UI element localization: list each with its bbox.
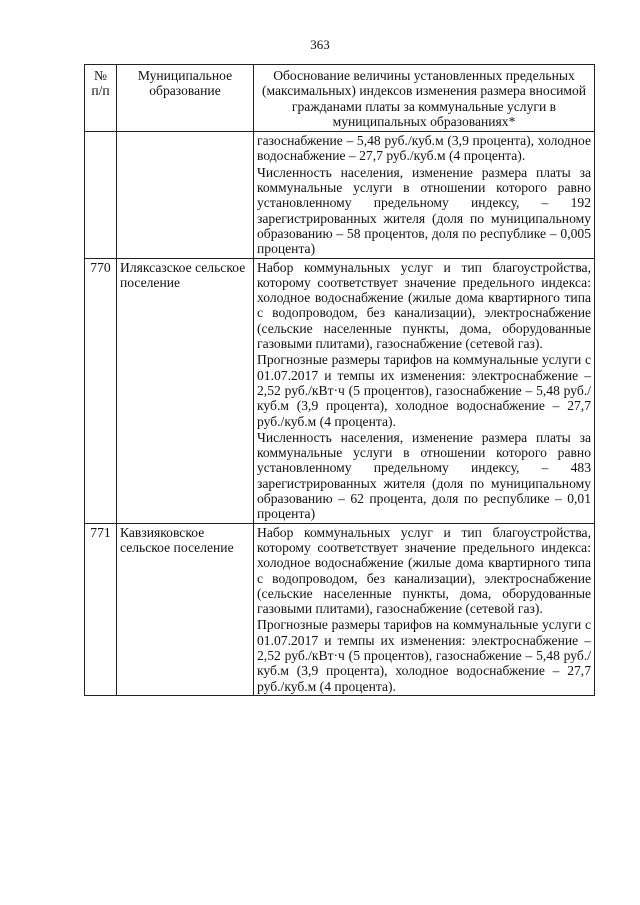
row-justification [254,523,595,695]
justification-paragraph: Прогнозные размеры тарифов на коммунальные услуги с 01.07.2017 и темпы их изменения: электроснабжение – 2,52 руб./кВт·ч (5 процентов), газоснабжение – 5,48 руб./куб.м (3,9 процента), холодное водоснабжение – 27,7 руб./куб.м (4 процента). [257,617,591,694]
row-municipality: Иляксазское сельское поселение [117,258,254,523]
tariff-justification-table [84,64,595,696]
page-number: 363 [310,37,330,52]
table-row [85,258,595,523]
row-number [85,132,117,258]
justification-paragraph: Численность населения, изменение размера платы за коммунальные услуги в отношении которого равно установленному предельному индексу, – 483 зарегистрированных жителя (доля по муниципальному образованию – 62 процента, доля по республике – 0,01 процента) [257,429,591,522]
column-header-number: № п/п [85,65,117,132]
column-header-justification: Обоснование величины установленных предельных (максимальных) индексов изменения размера вносимой гражданами платы за коммунальные услуги в муниципальных образованиях* [254,65,595,132]
row-number: 770 [85,258,117,523]
justification-paragraph: Численность населения, изменение размера платы за коммунальные услуги в отношении которого равно установленному предельному индексу, – 192 зарегистрированных жителя (доля по муниципальному образованию – 58 процентов, доля по республике – 0,005 процента) [257,164,591,257]
row-justification [254,258,595,523]
justification-paragraph: Набор коммунальных услуг и тип благоустройства, которому соответствует значение предельного индекса: холодное водоснабжение (жилые дома квартирного типа с водопроводом, без канализации), электроснабжение (сельские населенные пункты, дома, оборудованные газовыми плитами), газоснабжение (сетевой газ). [257,524,591,617]
justification-paragraph: Прогнозные размеры тарифов на коммунальные услуги с 01.07.2017 и темпы их изменения: электроснабжение – 2,52 руб./кВт·ч (5 процентов), газоснабжение – 5,48 руб./куб.м (3,9 процента), холодное водоснабжение – 27,7 руб./куб.м (4 процента). [257,352,591,429]
table-header-row [85,65,595,132]
row-municipality: Кавзияковское сельское поселение [117,523,254,695]
table-row [85,523,595,695]
row-number: 771 [85,523,117,695]
row-municipality [117,132,254,258]
justification-paragraph: газоснабжение – 5,48 руб./куб.м (3,9 процента), холодное водоснабжение – 27,7 руб./куб.м (4 процента). [257,133,591,164]
table-row [85,132,595,258]
justification-paragraph: Набор коммунальных услуг и тип благоустройства, которому соответствует значение предельного индекса: холодное водоснабжение (жилые дома квартирного типа с водопроводом, без канализации), электроснабжение (сельские населенные пункты, дома, оборудованные газовыми плитами), газоснабжение (сетевой газ). [257,259,591,352]
column-header-municipality: Муниципальное образование [117,65,254,132]
row-justification [254,132,595,258]
